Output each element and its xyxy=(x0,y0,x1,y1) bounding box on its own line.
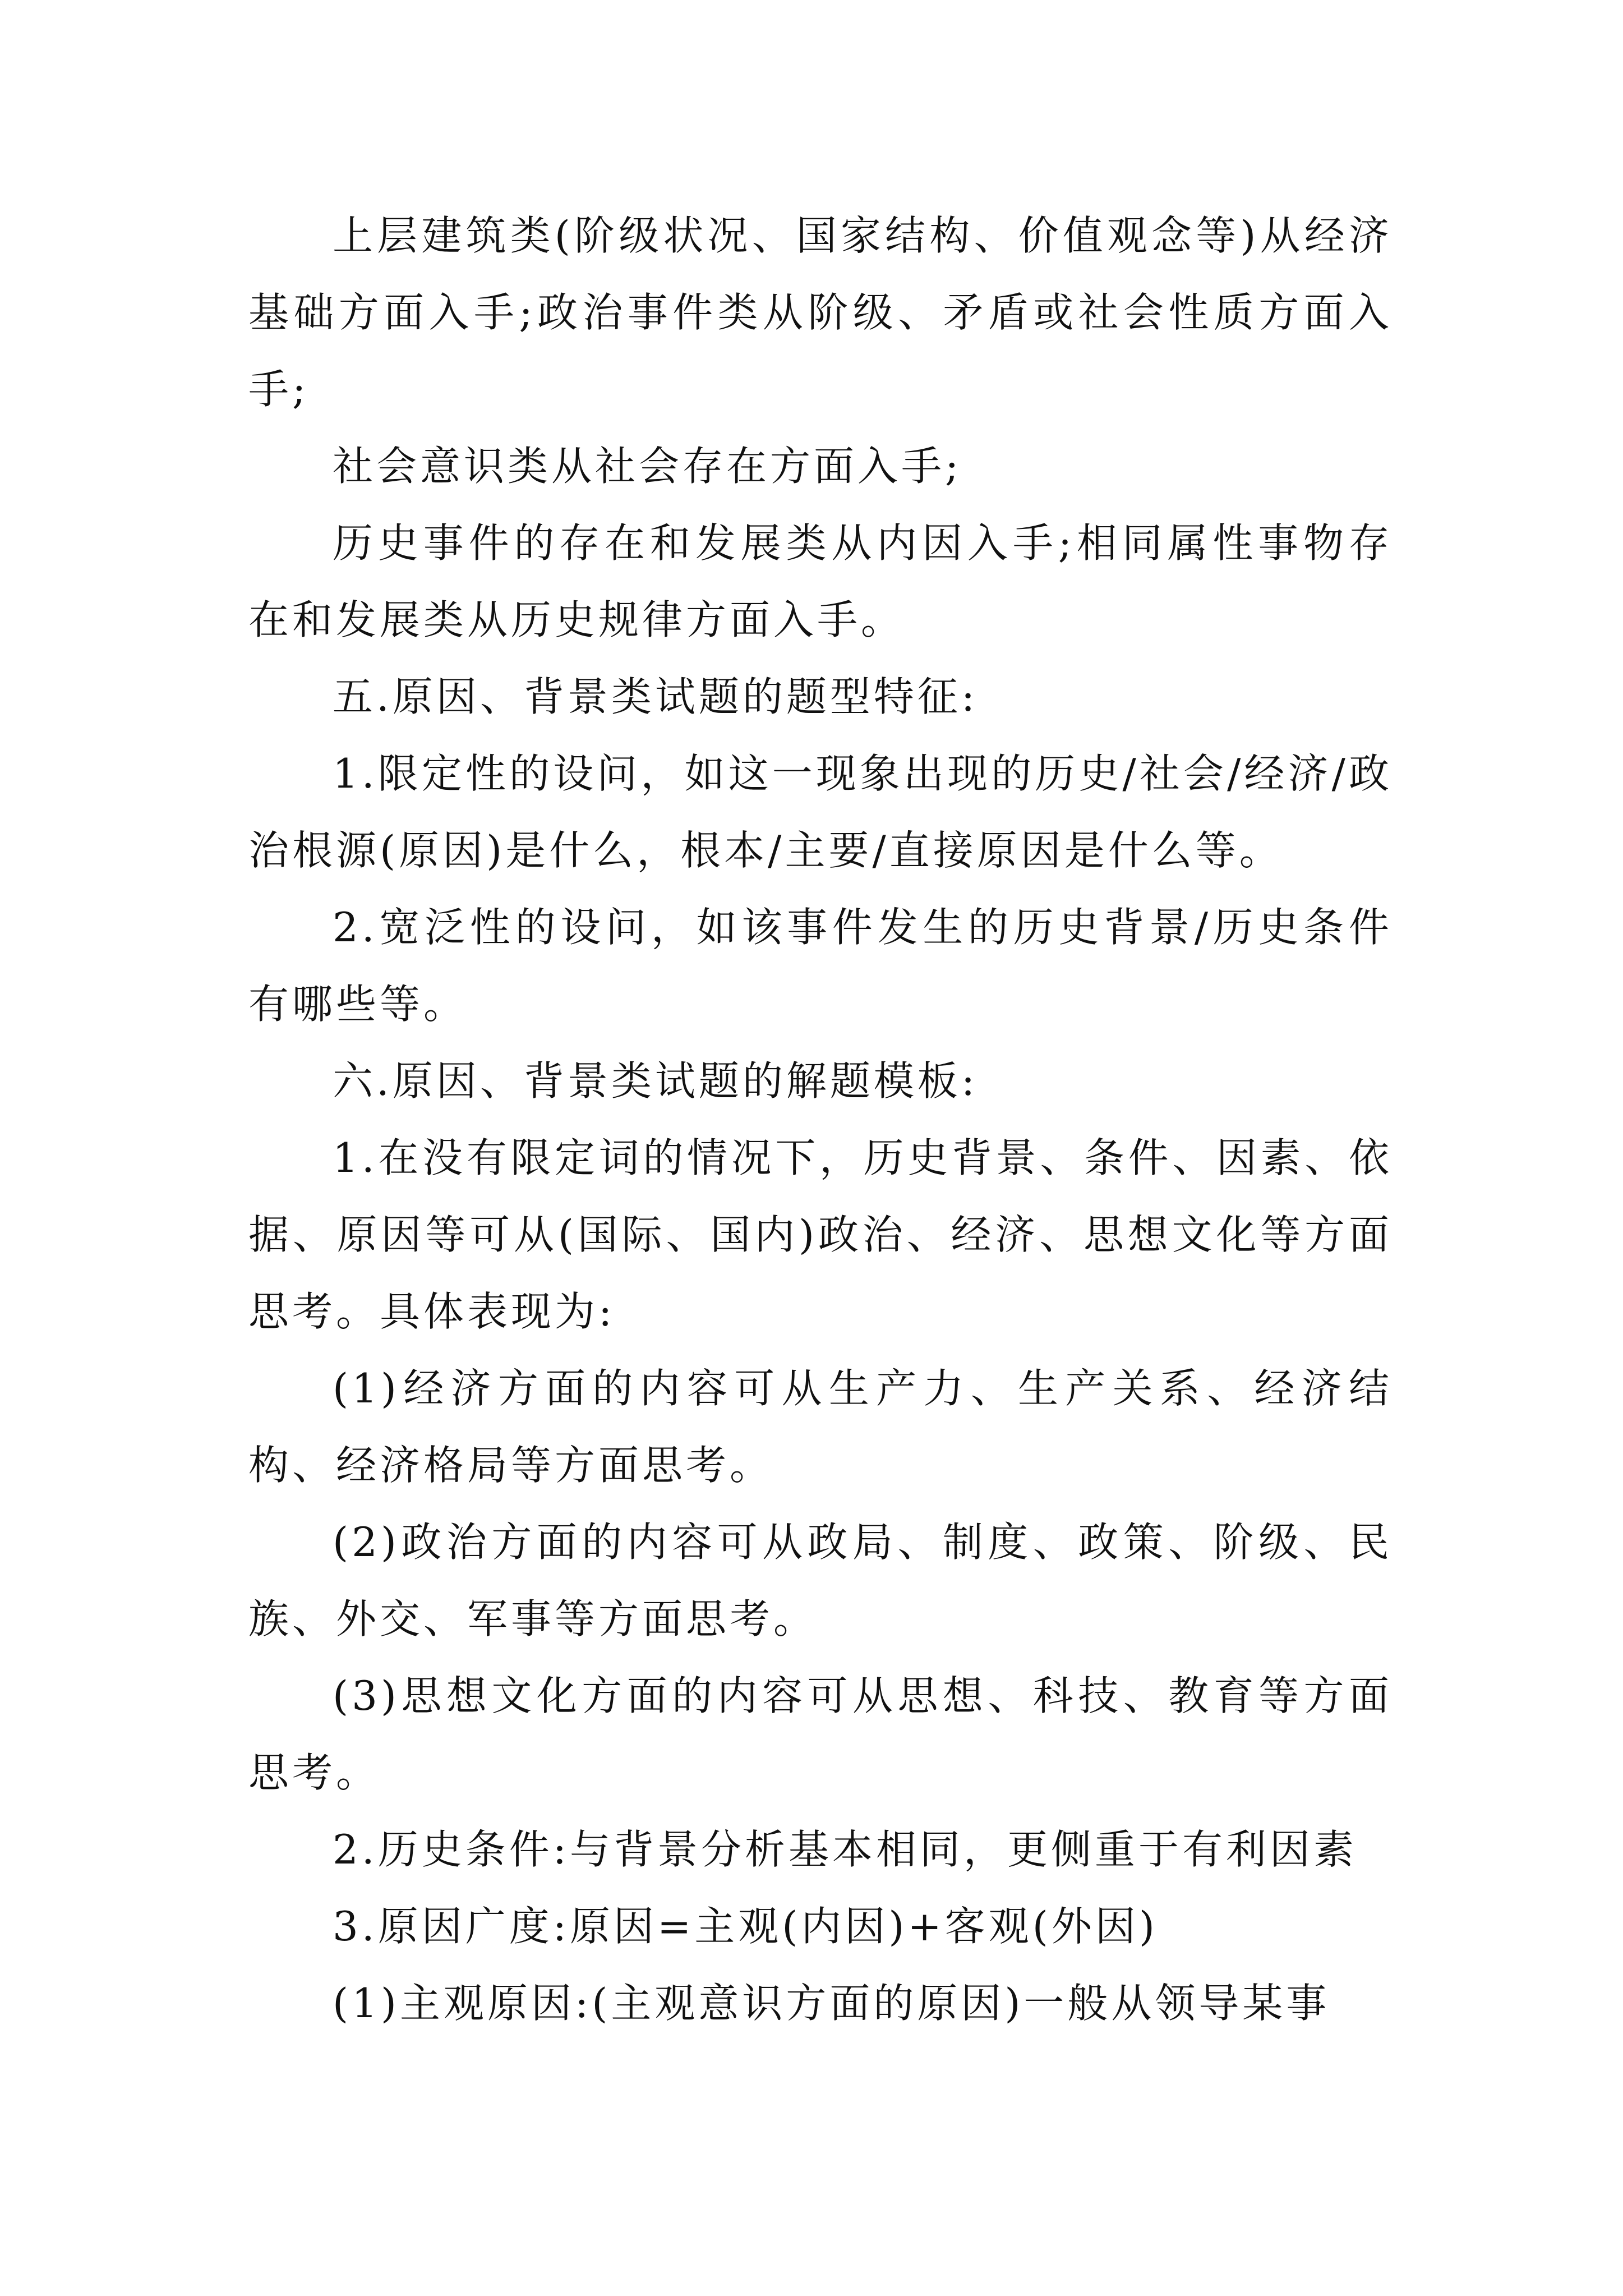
paragraph: 历史事件的存在和发展类从内因入手;相同属性事物存在和发展类从历史规律方面入手。 xyxy=(248,519,1393,643)
paragraph: 2.历史条件:与背景分析基本相同，更侧重于有利因素 xyxy=(333,1826,1357,1873)
section-heading: 五.原因、背景类试题的题型特征: xyxy=(333,673,979,720)
body-text xyxy=(248,197,1393,2042)
section-heading: 六.原因、背景类试题的解题模板: xyxy=(333,1057,979,1105)
paragraph: (2)政治方面的内容可从政局、制度、政策、阶级、民族、外交、军事等方面思考。 xyxy=(248,1519,1393,1642)
paragraph: 社会意识类从社会存在方面入手; xyxy=(333,443,962,490)
paragraph: (3)思想文化方面的内容可从思想、科技、教育等方面思考。 xyxy=(248,1672,1393,1796)
paragraph: 1.在没有限定词的情况下，历史背景、条件、因素、依据、原因等可从(国际、国内)政治、经济、思想文化等方面思考。具体表现为: xyxy=(248,1134,1393,1335)
paragraph: 3.原因广度:原因=主观(内因)+客观(外因) xyxy=(333,1903,1158,1950)
paragraph: 上层建筑类(阶级状况、国家结构、价值观念等)从经济基础方面入手;政治事件类从阶级、矛盾或社会性质方面入手; xyxy=(248,212,1393,413)
paragraph: (1)主观原因:(主观意识方面的原因)一般从领导某事 xyxy=(333,1980,1330,2027)
paragraph: 2.宽泛性的设问，如该事件发生的历史背景/历史条件有哪些等。 xyxy=(248,904,1393,1028)
paragraph: (1)经济方面的内容可从生产力、生产关系、经济结构、经济格局等方面思考。 xyxy=(248,1365,1393,1489)
paragraph: 1.限定性的设问，如这一现象出现的历史/社会/经济/政治根源(原因)是什么，根本/主要/直接原因是什么等。 xyxy=(248,750,1393,874)
